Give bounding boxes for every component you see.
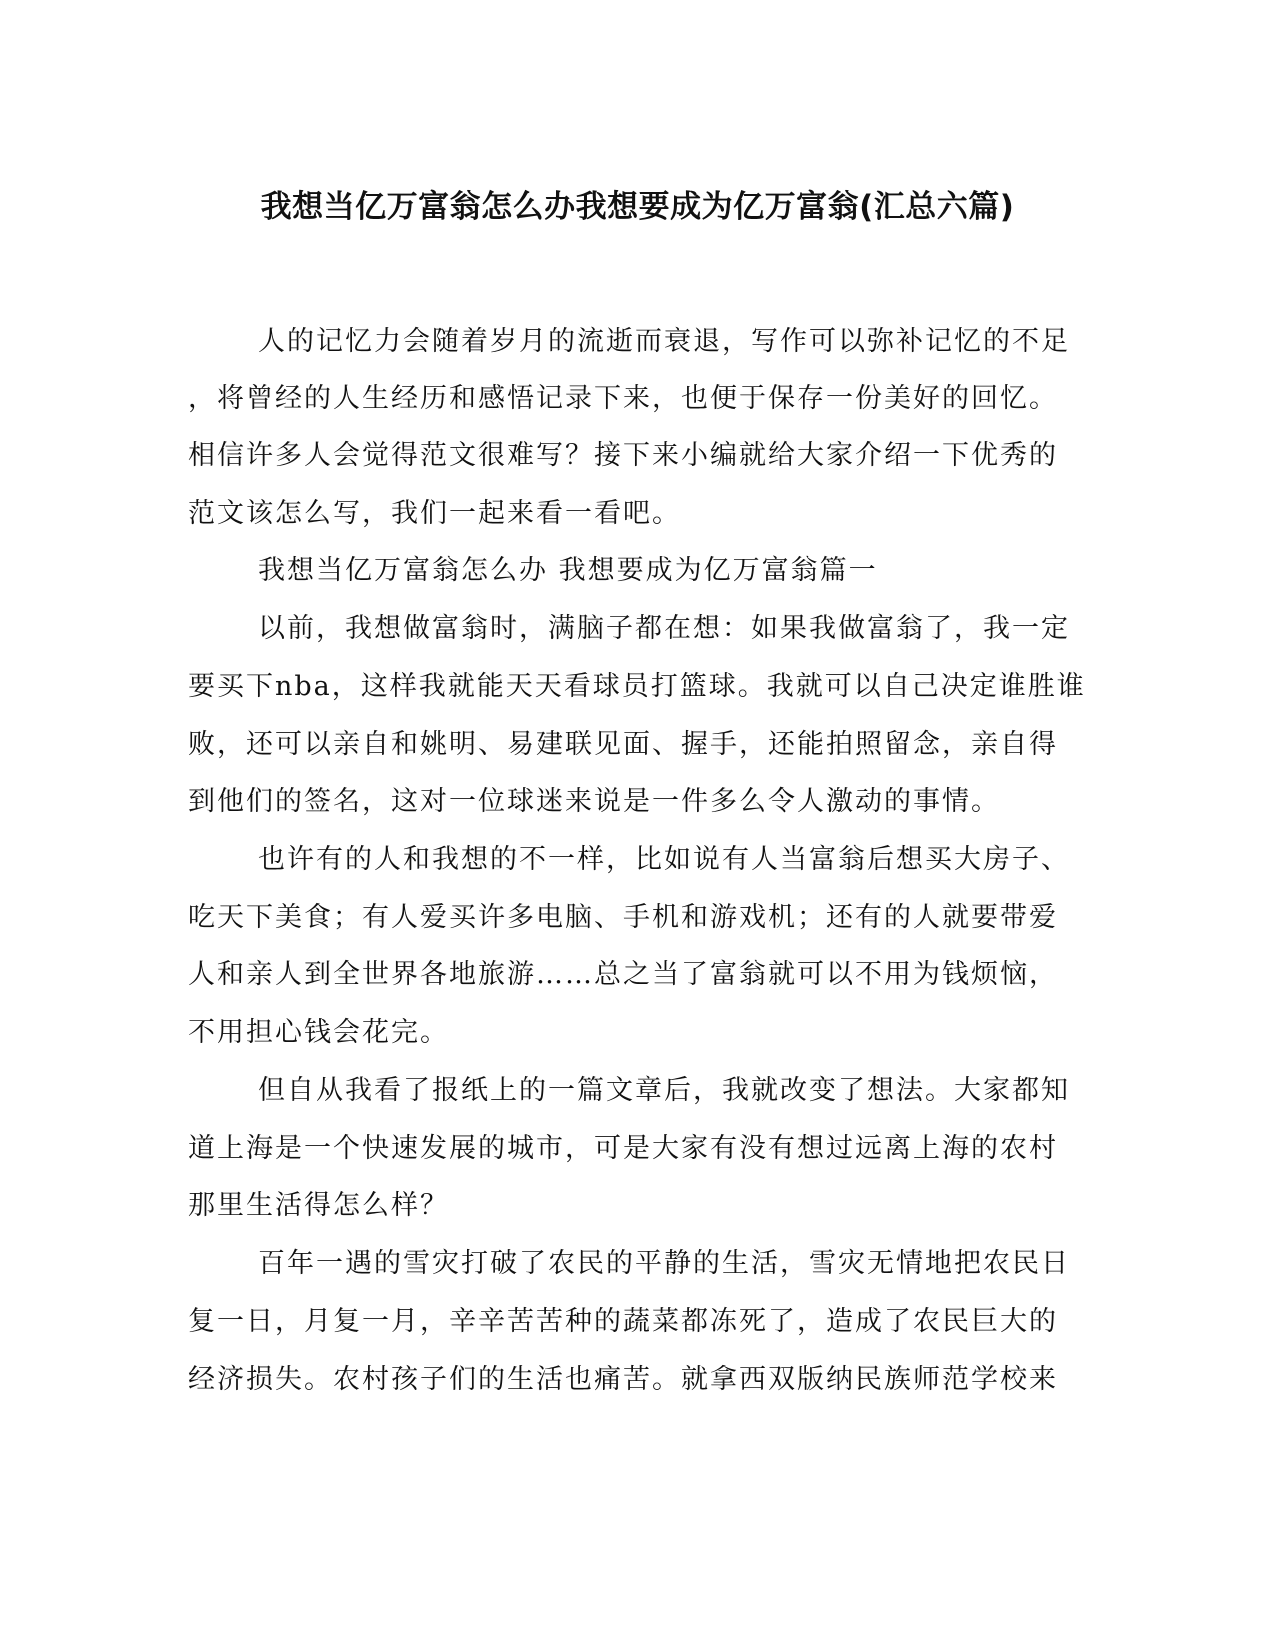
paragraph-line: 败，还可以亲自和姚明、易建联见面、握手，还能拍照留念，亲自得 (188, 729, 1058, 760)
paragraph-line: 但自从我看了报纸上的一篇文章后，我就改变了想法。大家都知 (258, 1075, 1070, 1106)
paragraph-line: 要买下nba，这样我就能天天看球员打篮球。我就可以自己决定谁胜谁 (188, 671, 1086, 702)
paragraph-line: 相信许多人会觉得范文很难写？接下来小编就给大家介绍一下优秀的 (188, 440, 1058, 471)
paragraph-line: 以前，我想做富翁时，满脑子都在想：如果我做富翁了，我一定 (258, 613, 1070, 644)
paragraph-line: 到他们的签名，这对一位球迷来说是一件多么令人激动的事情。 (188, 786, 1000, 817)
paragraph-line: 吃天下美食；有人爱买许多电脑、手机和游戏机；还有的人就要带爱 (188, 902, 1058, 933)
paragraph-line: 不用担心钱会花完。 (188, 1017, 449, 1048)
section-heading: 我想当亿万富翁怎么办 我想要成为亿万富翁篇一 (258, 555, 878, 586)
document-title: 我想当亿万富翁怎么办我想要成为亿万富翁(汇总六篇) (260, 189, 1015, 225)
paragraph-line: 那里生活得怎么样？ (188, 1190, 449, 1221)
paragraph-line: 道上海是一个快速发展的城市，可是大家有没有想过远离上海的农村 (188, 1133, 1058, 1164)
paragraph-line: 复一日，月复一月，辛辛苦苦种的蔬菜都冻死了，造成了农民巨大的 (188, 1306, 1058, 1337)
paragraph-line: 范文该怎么写，我们一起来看一看吧。 (188, 498, 681, 529)
paragraph-line: 经济损失。农村孩子们的生活也痛苦。就拿西双版纳民族师范学校来 (188, 1364, 1058, 1395)
paragraph-line: 也许有的人和我想的不一样，比如说有人当富翁后想买大房子、 (258, 844, 1070, 875)
paragraph-line: 百年一遇的雪灾打破了农民的平静的生活，雪灾无情地把农民日 (258, 1248, 1070, 1279)
paragraph-line: 人的记忆力会随着岁月的流逝而衰退，写作可以弥补记忆的不足 (258, 326, 1070, 357)
paragraph-line: 人和亲人到全世界各地旅游……总之当了富翁就可以不用为钱烦恼， (188, 959, 1058, 990)
paragraph-line: ，将曾经的人生经历和感悟记录下来，也便于保存一份美好的回忆。 (188, 383, 1058, 414)
